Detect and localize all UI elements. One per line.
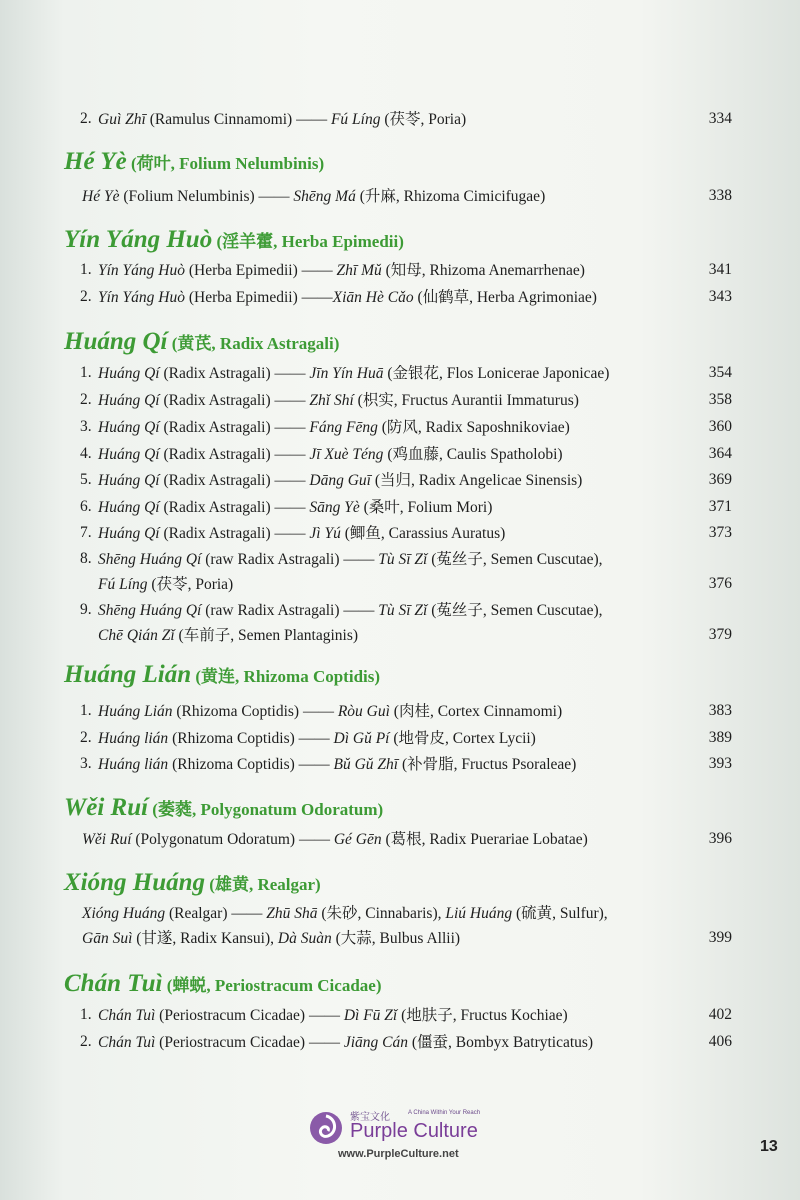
entry-text: (僵蚕, Bombyx Batryticatus) bbox=[407, 1034, 594, 1051]
entry-line bbox=[98, 110, 466, 130]
entry-text: (Radix Astragali) —— bbox=[159, 472, 310, 489]
heading-pinyin: Chán Tuì bbox=[64, 970, 163, 997]
watermark-brand-name: Purple Culture bbox=[350, 1120, 478, 1142]
entry-line bbox=[98, 498, 492, 518]
entry-line bbox=[98, 364, 609, 384]
entry-text: (Herba Epimedii) —— bbox=[185, 262, 337, 279]
entry-line bbox=[98, 418, 570, 438]
page-reference: 389 bbox=[708, 729, 732, 746]
entry-pinyin: Guì Zhī bbox=[98, 111, 146, 128]
entry-pinyin: Huáng Lián bbox=[98, 703, 173, 720]
entry-pinyin: Sāng Yè bbox=[309, 499, 360, 516]
entry-text: (当归, Radix Angelicae Sinensis) bbox=[370, 472, 583, 489]
entry-line bbox=[82, 904, 608, 924]
entry-line bbox=[98, 601, 603, 621]
entry-pinyin: Ròu Guì bbox=[337, 703, 390, 720]
entry-text: (Rhizoma Coptidis) —— bbox=[168, 730, 334, 747]
entry-text: (硫黄, Sulfur), bbox=[512, 905, 608, 922]
entry-text: (Herba Epimedii) —— bbox=[185, 289, 333, 306]
section-heading bbox=[64, 328, 339, 356]
heading-pinyin: Huáng Lián bbox=[64, 661, 192, 688]
entry-pinyin: Huáng lián bbox=[98, 756, 169, 773]
entry-pinyin: Chán Tuì bbox=[98, 1034, 156, 1051]
page-reference: 369 bbox=[708, 471, 732, 488]
entry-pinyin: Gān Suì bbox=[82, 930, 133, 947]
entry-pinyin: Huáng Qí bbox=[98, 446, 160, 463]
entry-text: (朱砂, Cinnabaris), bbox=[317, 905, 446, 922]
entry-text: (地肤子, Fructus Kochiae) bbox=[397, 1007, 568, 1024]
entry-number: 4. bbox=[80, 445, 92, 462]
page-reference: 376 bbox=[708, 575, 732, 592]
entry-line bbox=[98, 288, 597, 308]
entry-text: (菟丝子, Semen Cuscutae), bbox=[427, 602, 603, 619]
entry-pinyin: Xiān Hè Cǎo bbox=[332, 289, 414, 306]
entry-pinyin: Jīn Yín Huā bbox=[309, 365, 384, 382]
entry-text: (甘遂, Radix Kansui), bbox=[132, 930, 278, 947]
entry-pinyin: Tù Sī Zǐ bbox=[378, 602, 428, 619]
entry-text: (鸡血藤, Caulis Spatholobi) bbox=[383, 446, 563, 463]
entry-text: (枳实, Fructus Aurantii Immaturus) bbox=[353, 392, 579, 409]
heading-paren: (萎蕤, Polygonatum Odoratum) bbox=[148, 800, 384, 819]
entry-number: 2. bbox=[80, 1033, 92, 1050]
entry-pinyin: Jī Xuè Téng bbox=[309, 446, 384, 463]
section-heading bbox=[64, 148, 324, 176]
entry-pinyin: Huáng Qí bbox=[98, 525, 160, 542]
entry-pinyin: Shēng Huáng Qí bbox=[98, 602, 202, 619]
entry-pinyin: Huáng Qí bbox=[98, 365, 160, 382]
entry-text: (金银花, Flos Lonicerae Japonicae) bbox=[383, 365, 610, 382]
purple-swirl-icon bbox=[308, 1110, 344, 1146]
page-reference: 334 bbox=[708, 110, 732, 127]
entry-number: 6. bbox=[80, 498, 92, 515]
entry-text: (Radix Astragali) —— bbox=[159, 525, 310, 542]
entry-pinyin: Wěi Ruí bbox=[82, 831, 132, 848]
page-number: 13 bbox=[760, 1138, 778, 1155]
entry-pinyin: Huáng Qí bbox=[98, 392, 160, 409]
entry-number: 3. bbox=[80, 755, 92, 772]
entry-text: (知母, Rhizoma Anemarrhenae) bbox=[381, 262, 585, 279]
entry-line bbox=[82, 187, 545, 207]
entry-pinyin: Zhū Shā bbox=[266, 905, 318, 922]
entry-number: 8. bbox=[80, 550, 92, 567]
entry-pinyin: Fú Líng bbox=[330, 111, 381, 128]
entry-line bbox=[98, 261, 585, 281]
entry-pinyin: Fáng Fēng bbox=[309, 419, 378, 436]
entry-pinyin: Hé Yè bbox=[82, 188, 120, 205]
entry-text: (车前子, Semen Plantaginis) bbox=[174, 627, 359, 644]
entry-text: (Periostracum Cicadae) —— bbox=[155, 1034, 344, 1051]
entry-number: 1. bbox=[80, 261, 92, 278]
entry-pinyin: Dāng Guī bbox=[309, 472, 371, 489]
entry-number: 2. bbox=[80, 110, 92, 127]
entry-pinyin: Huáng Qí bbox=[98, 419, 160, 436]
page-reference: 402 bbox=[708, 1006, 732, 1023]
entry-pinyin: Yín Yáng Huò bbox=[98, 289, 185, 306]
entry-text: (Ramulus Cinnamomi) —— bbox=[145, 111, 331, 128]
page-reference: 383 bbox=[708, 702, 732, 719]
entry-number: 9. bbox=[80, 601, 92, 618]
entry-pinyin: Zhǐ Shí bbox=[309, 392, 354, 409]
entry-line bbox=[98, 471, 582, 491]
entry-pinyin: Yín Yáng Huò bbox=[98, 262, 185, 279]
entry-pinyin: Jì Yú bbox=[309, 525, 341, 542]
entry-text: (茯苓, Poria) bbox=[147, 576, 234, 593]
entry-continuation bbox=[98, 626, 358, 646]
entry-text: (桑叶, Folium Mori) bbox=[359, 499, 493, 516]
entry-text: (防风, Radix Saposhnikoviae) bbox=[377, 419, 570, 436]
heading-paren: (黄芪, Radix Astragali) bbox=[167, 334, 340, 353]
entry-pinyin: Jiāng Cán bbox=[343, 1034, 408, 1051]
page-reference: 373 bbox=[708, 524, 732, 541]
entry-text: (Radix Astragali) —— bbox=[159, 365, 310, 382]
watermark-url: www.PurpleCulture.net bbox=[338, 1148, 459, 1160]
entry-pinyin: Xióng Huáng bbox=[82, 905, 166, 922]
entry-number: 2. bbox=[80, 729, 92, 746]
entry-text: (raw Radix Astragali) —— bbox=[201, 602, 379, 619]
heading-paren: (蝉蜕, Periostracum Cicadae) bbox=[162, 976, 382, 995]
page-reference: 343 bbox=[708, 288, 732, 305]
heading-paren: (荷叶, Folium Nelumbinis) bbox=[126, 154, 325, 173]
entry-line bbox=[82, 830, 588, 850]
heading-pinyin: Wěi Ruí bbox=[64, 794, 149, 821]
entry-continuation bbox=[82, 929, 460, 949]
entry-pinyin: Bǔ Gǔ Zhī bbox=[333, 756, 399, 773]
entry-pinyin: Liú Huáng bbox=[445, 905, 513, 922]
page-reference: 354 bbox=[708, 364, 732, 381]
entry-pinyin: Gé Gēn bbox=[333, 831, 382, 848]
entry-pinyin: Dà Suàn bbox=[277, 930, 332, 947]
entry-number: 7. bbox=[80, 524, 92, 541]
entry-number: 1. bbox=[80, 702, 92, 719]
entry-text: (肉桂, Cortex Cinnamomi) bbox=[389, 703, 563, 720]
entry-text: (Realgar) —— bbox=[165, 905, 267, 922]
entry-text: (raw Radix Astragali) —— bbox=[201, 551, 379, 568]
heading-pinyin: Xióng Huáng bbox=[64, 869, 206, 896]
entry-text: (葛根, Radix Puerariae Lobatae) bbox=[381, 831, 588, 848]
entry-number: 5. bbox=[80, 471, 92, 488]
entry-line bbox=[98, 1006, 568, 1026]
entry-pinyin: Zhī Mǔ bbox=[336, 262, 382, 279]
page-reference: 358 bbox=[708, 391, 732, 408]
entry-text: (Periostracum Cicadae) —— bbox=[155, 1007, 344, 1024]
entry-text: (Rhizoma Coptidis) —— bbox=[172, 703, 338, 720]
section-heading bbox=[64, 226, 404, 254]
entry-text: (茯苓, Poria) bbox=[380, 111, 467, 128]
heading-paren: (淫羊藿, Herba Epimedii) bbox=[212, 232, 404, 251]
entry-line bbox=[98, 702, 562, 722]
page-reference: 338 bbox=[708, 187, 732, 204]
entry-line bbox=[98, 1033, 593, 1053]
entry-line bbox=[98, 729, 536, 749]
entry-pinyin: Huáng Qí bbox=[98, 499, 160, 516]
entry-number: 3. bbox=[80, 418, 92, 435]
entry-line bbox=[98, 391, 579, 411]
entry-text: (鲫鱼, Carassius Auratus) bbox=[340, 525, 506, 542]
entry-line bbox=[98, 550, 603, 570]
heading-pinyin: Huáng Qí bbox=[64, 328, 168, 355]
entry-number: 2. bbox=[80, 288, 92, 305]
watermark-logo bbox=[308, 1106, 508, 1166]
heading-paren: (雄黄, Realgar) bbox=[205, 875, 321, 894]
entry-number: 1. bbox=[80, 1006, 92, 1023]
page-reference: 360 bbox=[708, 418, 732, 435]
page-reference: 379 bbox=[708, 626, 732, 643]
watermark-tagline: A China Within Your Reach bbox=[408, 1110, 481, 1116]
heading-pinyin: Yín Yáng Huò bbox=[64, 226, 213, 253]
section-heading bbox=[64, 970, 382, 998]
entry-pinyin: Shēng Má bbox=[293, 188, 356, 205]
entry-number: 2. bbox=[80, 391, 92, 408]
entry-text: (仙鹤草, Herba Agrimoniae) bbox=[413, 289, 597, 306]
entry-pinyin: Shēng Huáng Qí bbox=[98, 551, 202, 568]
page-reference: 399 bbox=[708, 929, 732, 946]
section-heading bbox=[64, 869, 321, 897]
entry-text: (Radix Astragali) —— bbox=[159, 419, 310, 436]
entry-line bbox=[98, 445, 563, 465]
entry-text: (Radix Astragali) —— bbox=[159, 446, 310, 463]
entry-text: (菟丝子, Semen Cuscutae), bbox=[427, 551, 603, 568]
entry-text: (Radix Astragali) —— bbox=[159, 499, 310, 516]
entry-text: (Rhizoma Coptidis) —— bbox=[168, 756, 334, 773]
entry-text: (Radix Astragali) —— bbox=[159, 392, 310, 409]
entry-text: (Folium Nelumbinis) —— bbox=[119, 188, 294, 205]
entry-text: (升麻, Rhizoma Cimicifugae) bbox=[355, 188, 546, 205]
page-reference: 393 bbox=[708, 755, 732, 772]
page-reference: 364 bbox=[708, 445, 732, 462]
entry-text: (补骨脂, Fructus Psoraleae) bbox=[398, 756, 577, 773]
entry-line bbox=[98, 524, 505, 544]
entry-pinyin: Dì Gǔ Pí bbox=[333, 730, 390, 747]
entry-line bbox=[98, 755, 576, 775]
entry-number: 1. bbox=[80, 364, 92, 381]
page-reference: 371 bbox=[708, 498, 732, 515]
entry-text: (大蒜, Bulbus Allii) bbox=[331, 930, 461, 947]
entry-pinyin: Huáng lián bbox=[98, 730, 169, 747]
entry-pinyin: Fú Líng bbox=[98, 576, 148, 593]
entry-pinyin: Dì Fū Zǐ bbox=[343, 1007, 398, 1024]
watermark-chinese-name: 紫宝文化 bbox=[350, 1112, 390, 1123]
section-heading bbox=[64, 661, 380, 689]
entry-pinyin: Chán Tuì bbox=[98, 1007, 156, 1024]
entry-text: (地骨皮, Cortex Lycii) bbox=[389, 730, 536, 747]
entry-text: (Polygonatum Odoratum) —— bbox=[131, 831, 334, 848]
page-reference: 396 bbox=[708, 830, 732, 847]
entry-continuation bbox=[98, 575, 233, 595]
page-reference: 341 bbox=[708, 261, 732, 278]
entry-pinyin: Huáng Qí bbox=[98, 472, 160, 489]
entry-pinyin: Chē Qián Zǐ bbox=[98, 627, 175, 644]
section-heading bbox=[64, 794, 383, 822]
page-reference: 406 bbox=[708, 1033, 732, 1050]
heading-paren: (黄连, Rhizoma Coptidis) bbox=[191, 667, 381, 686]
heading-pinyin: Hé Yè bbox=[64, 148, 127, 175]
entry-pinyin: Tù Sī Zǐ bbox=[378, 551, 428, 568]
